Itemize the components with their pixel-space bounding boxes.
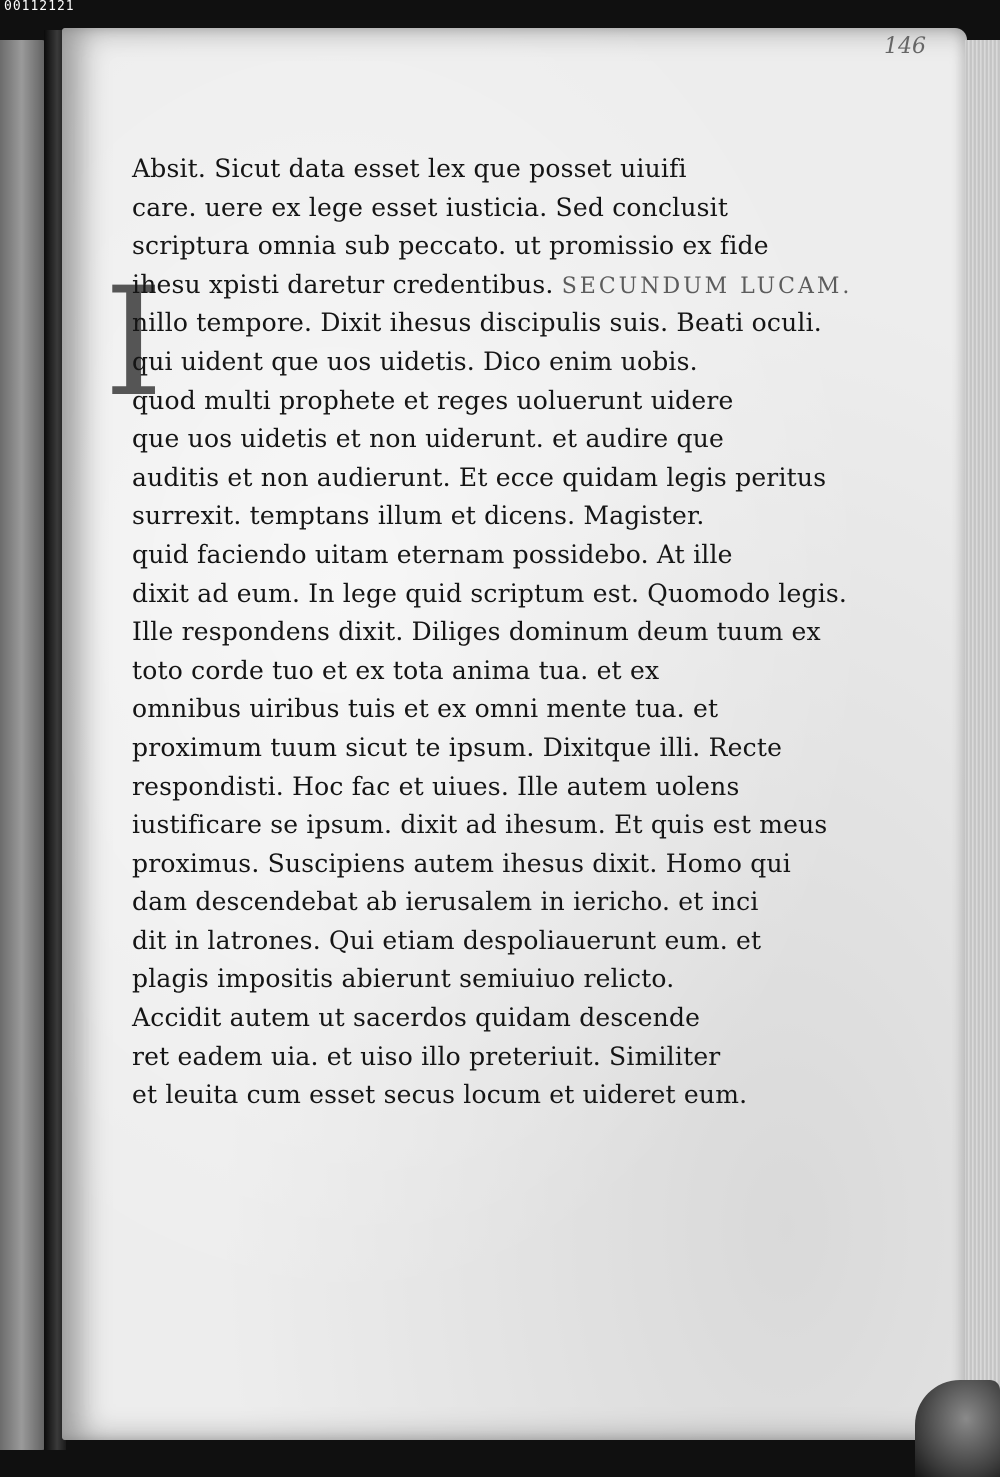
text-line-21: dit in latrones. Qui etiam despoliauerunt eum. et: [132, 925, 762, 955]
text-line-14: toto corde tuo et ex tota anima tua. et ex: [132, 655, 660, 685]
text-line-22: plagis impositis abierunt semiuiuo relicto.: [132, 964, 675, 994]
text-line-4-body: ihesu xpisti daretur credentibus.: [132, 269, 554, 299]
folio-number: 146: [884, 34, 926, 59]
page-stack-edges: [965, 40, 1000, 1440]
text-line-7: quod multi prophete et reges uoluerunt uidere: [132, 385, 734, 415]
text-line-3: scriptura omnia sub peccato. ut promissio ex fide: [132, 231, 769, 261]
text-line-2: care. uere ex lege esset iusticia. Sed conclusit: [132, 192, 729, 222]
decorated-initial: I: [104, 256, 164, 430]
text-line-10: surrexit. temptans illum et dicens. Magister.: [132, 501, 705, 531]
text-line-8: que uos uidetis et non uiderunt. et audire que: [132, 424, 725, 454]
text-line-11: quid faciendo uitam eternam possidebo. At ille: [132, 539, 733, 569]
text-line-19: proximus. Suscipiens autem ihesus dixit. Homo qui: [132, 848, 791, 878]
rubric-heading: SECUNDUM LUCAM.: [561, 273, 853, 299]
text-line-5: nillo tempore. Dixit ihesus discipulis suis. Beati oculi.: [132, 308, 822, 338]
text-line-15: omnibus uiribus tuis et ex omni mente tua. et: [132, 694, 719, 724]
text-line-25: et leuita cum esset secus locum et uideret eum.: [132, 1080, 748, 1110]
text-line-9: auditis et non audierunt. Et ecce quidam legis peritus: [132, 462, 827, 492]
text-line-20: dam descendebat ab ierusalem in iericho. et inci: [132, 887, 759, 917]
text-line-17: respondisti. Hoc fac et uiues. Ille autem uolens: [132, 771, 740, 801]
text-line-24: ret eadem uia. et uiso illo preteriuit. Similiter: [132, 1041, 721, 1071]
manuscript-text: [132, 150, 853, 1115]
left-page-edge: [0, 40, 48, 1450]
text-line-12: dixit ad eum. In lege quid scriptum est. Quomodo legis.: [132, 578, 848, 608]
text-line-4: [132, 266, 853, 305]
text-line-6: qui uident que uos uidetis. Dico enim uobis.: [132, 346, 698, 376]
text-line-23: Accidit autem ut sacerdos quidam descende: [132, 1003, 701, 1033]
holding-thumb: [915, 1380, 1000, 1477]
text-line-13: Ille respondens dixit. Diliges dominum deum tuum ex: [132, 617, 821, 647]
text-line-18: iustificare se ipsum. dixit ad ihesum. Et quis est meus: [132, 810, 828, 840]
scan-label: 00112121: [4, 0, 75, 14]
text-line-16: proximum tuum sicut te ipsum. Dixitque illi. Recte: [132, 732, 783, 762]
text-line-1: Absit. Sicut data esset lex que posset uiuifi: [132, 154, 687, 183]
